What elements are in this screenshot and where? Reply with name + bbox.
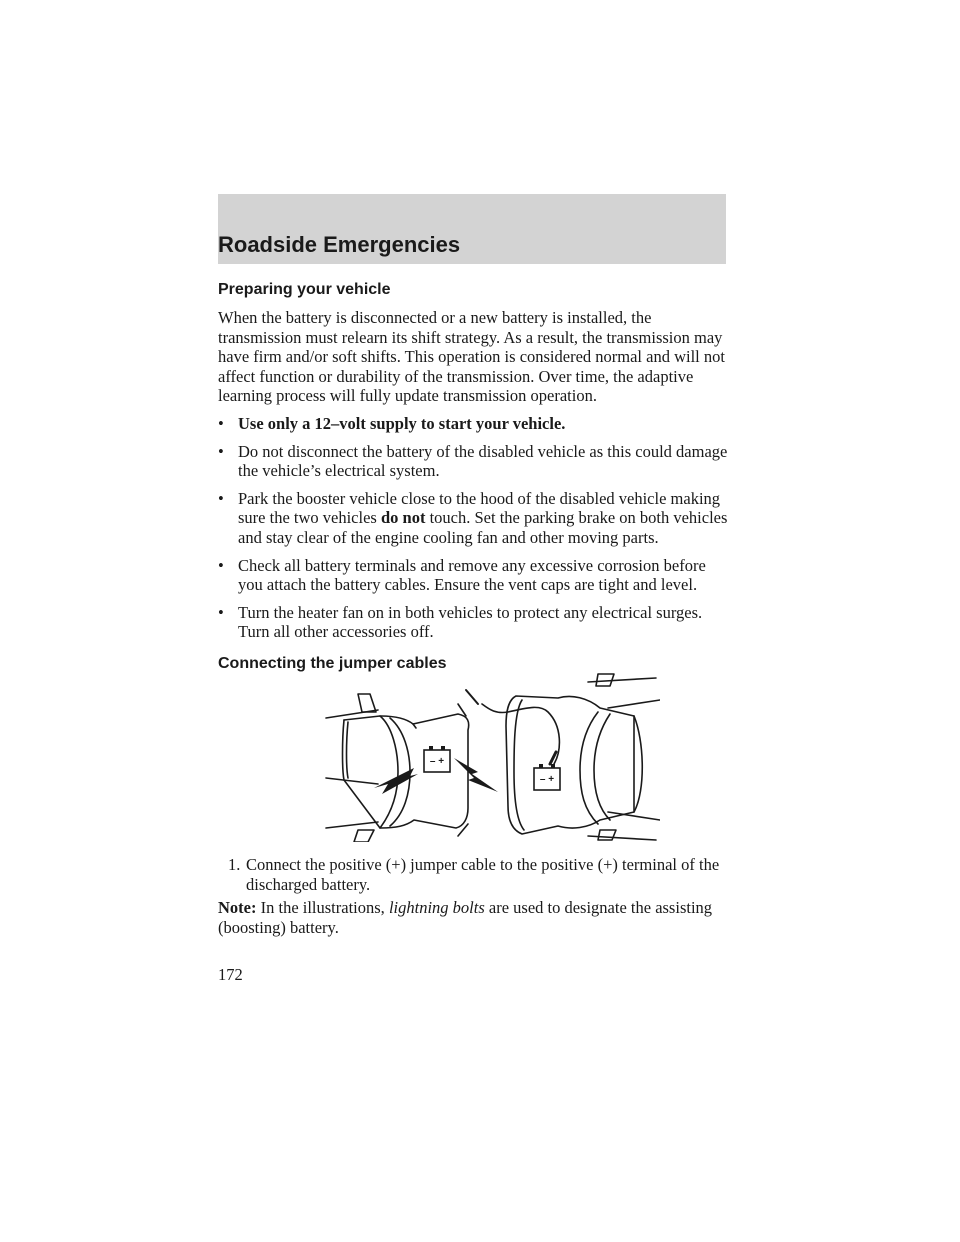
- booster-vehicle-icon: [506, 674, 660, 840]
- bullet-icon: •: [218, 555, 224, 575]
- intro-paragraph: When the battery is disconnected or a new battery is installed, the transmission must relearn its shift strategy. As a result, the transmission may have firm and/or soft shifts. This operation is considered normal and will not affect function or durability of the transmission. Over time, the adaptive learning process will fully update transmission operation.: [218, 308, 725, 406]
- bullet-icon: •: [218, 413, 224, 433]
- bullet-icon: •: [218, 441, 224, 461]
- jump-start-illustration: [318, 660, 660, 842]
- battery-left-icon: [424, 746, 450, 772]
- step-1: [228, 855, 728, 894]
- note-paragraph: Note: In the illustrations, lightning bolts are used to designate the assisting (boosting) battery.: [218, 898, 713, 937]
- page-title: Roadside Emergencies: [218, 232, 461, 257]
- battery-left-label: – +: [429, 756, 445, 767]
- bullet-icon: •: [218, 488, 224, 508]
- battery-right-label: – +: [539, 774, 555, 785]
- battery-right-icon: [534, 764, 560, 790]
- list-item: • Check all battery terminals and remove any excessive corrosion before you attach the battery cables. Ensure the vent caps are tight and level.: [218, 555, 706, 595]
- note-label: Note:: [218, 898, 257, 917]
- list-item: • Do not disconnect the battery of the disabled vehicle as this could damage the vehicle’s electrical system.: [218, 441, 728, 481]
- bullet-icon: •: [218, 602, 224, 622]
- section-heading-preparing: Preparing your vehicle: [218, 281, 391, 298]
- page-number: 172: [218, 965, 243, 984]
- section-heading-connecting: Connecting the jumper cables: [218, 654, 447, 672]
- lightning-bolt-icon: [454, 758, 498, 792]
- content: [218, 280, 728, 674]
- list-item: • Turn the heater fan on in both vehicles to protect any electrical surges. Turn all other accessories off.: [218, 602, 703, 642]
- list-item: • Park the booster vehicle close to the hood of the disabled vehicle making sure the two vehicles do not touch. Set the parking brake on both vehicles and stay clear of the engine cooling fan and other moving parts.: [218, 488, 728, 547]
- step-number: 1.: [228, 855, 241, 874]
- list-item: • Use only a 12–volt supply to start your vehicle.: [218, 413, 566, 433]
- jumper-cable: [482, 704, 559, 764]
- step-text: Connect the positive (+) jumper cable to the positive (+) terminal of the discharged battery.: [246, 855, 720, 894]
